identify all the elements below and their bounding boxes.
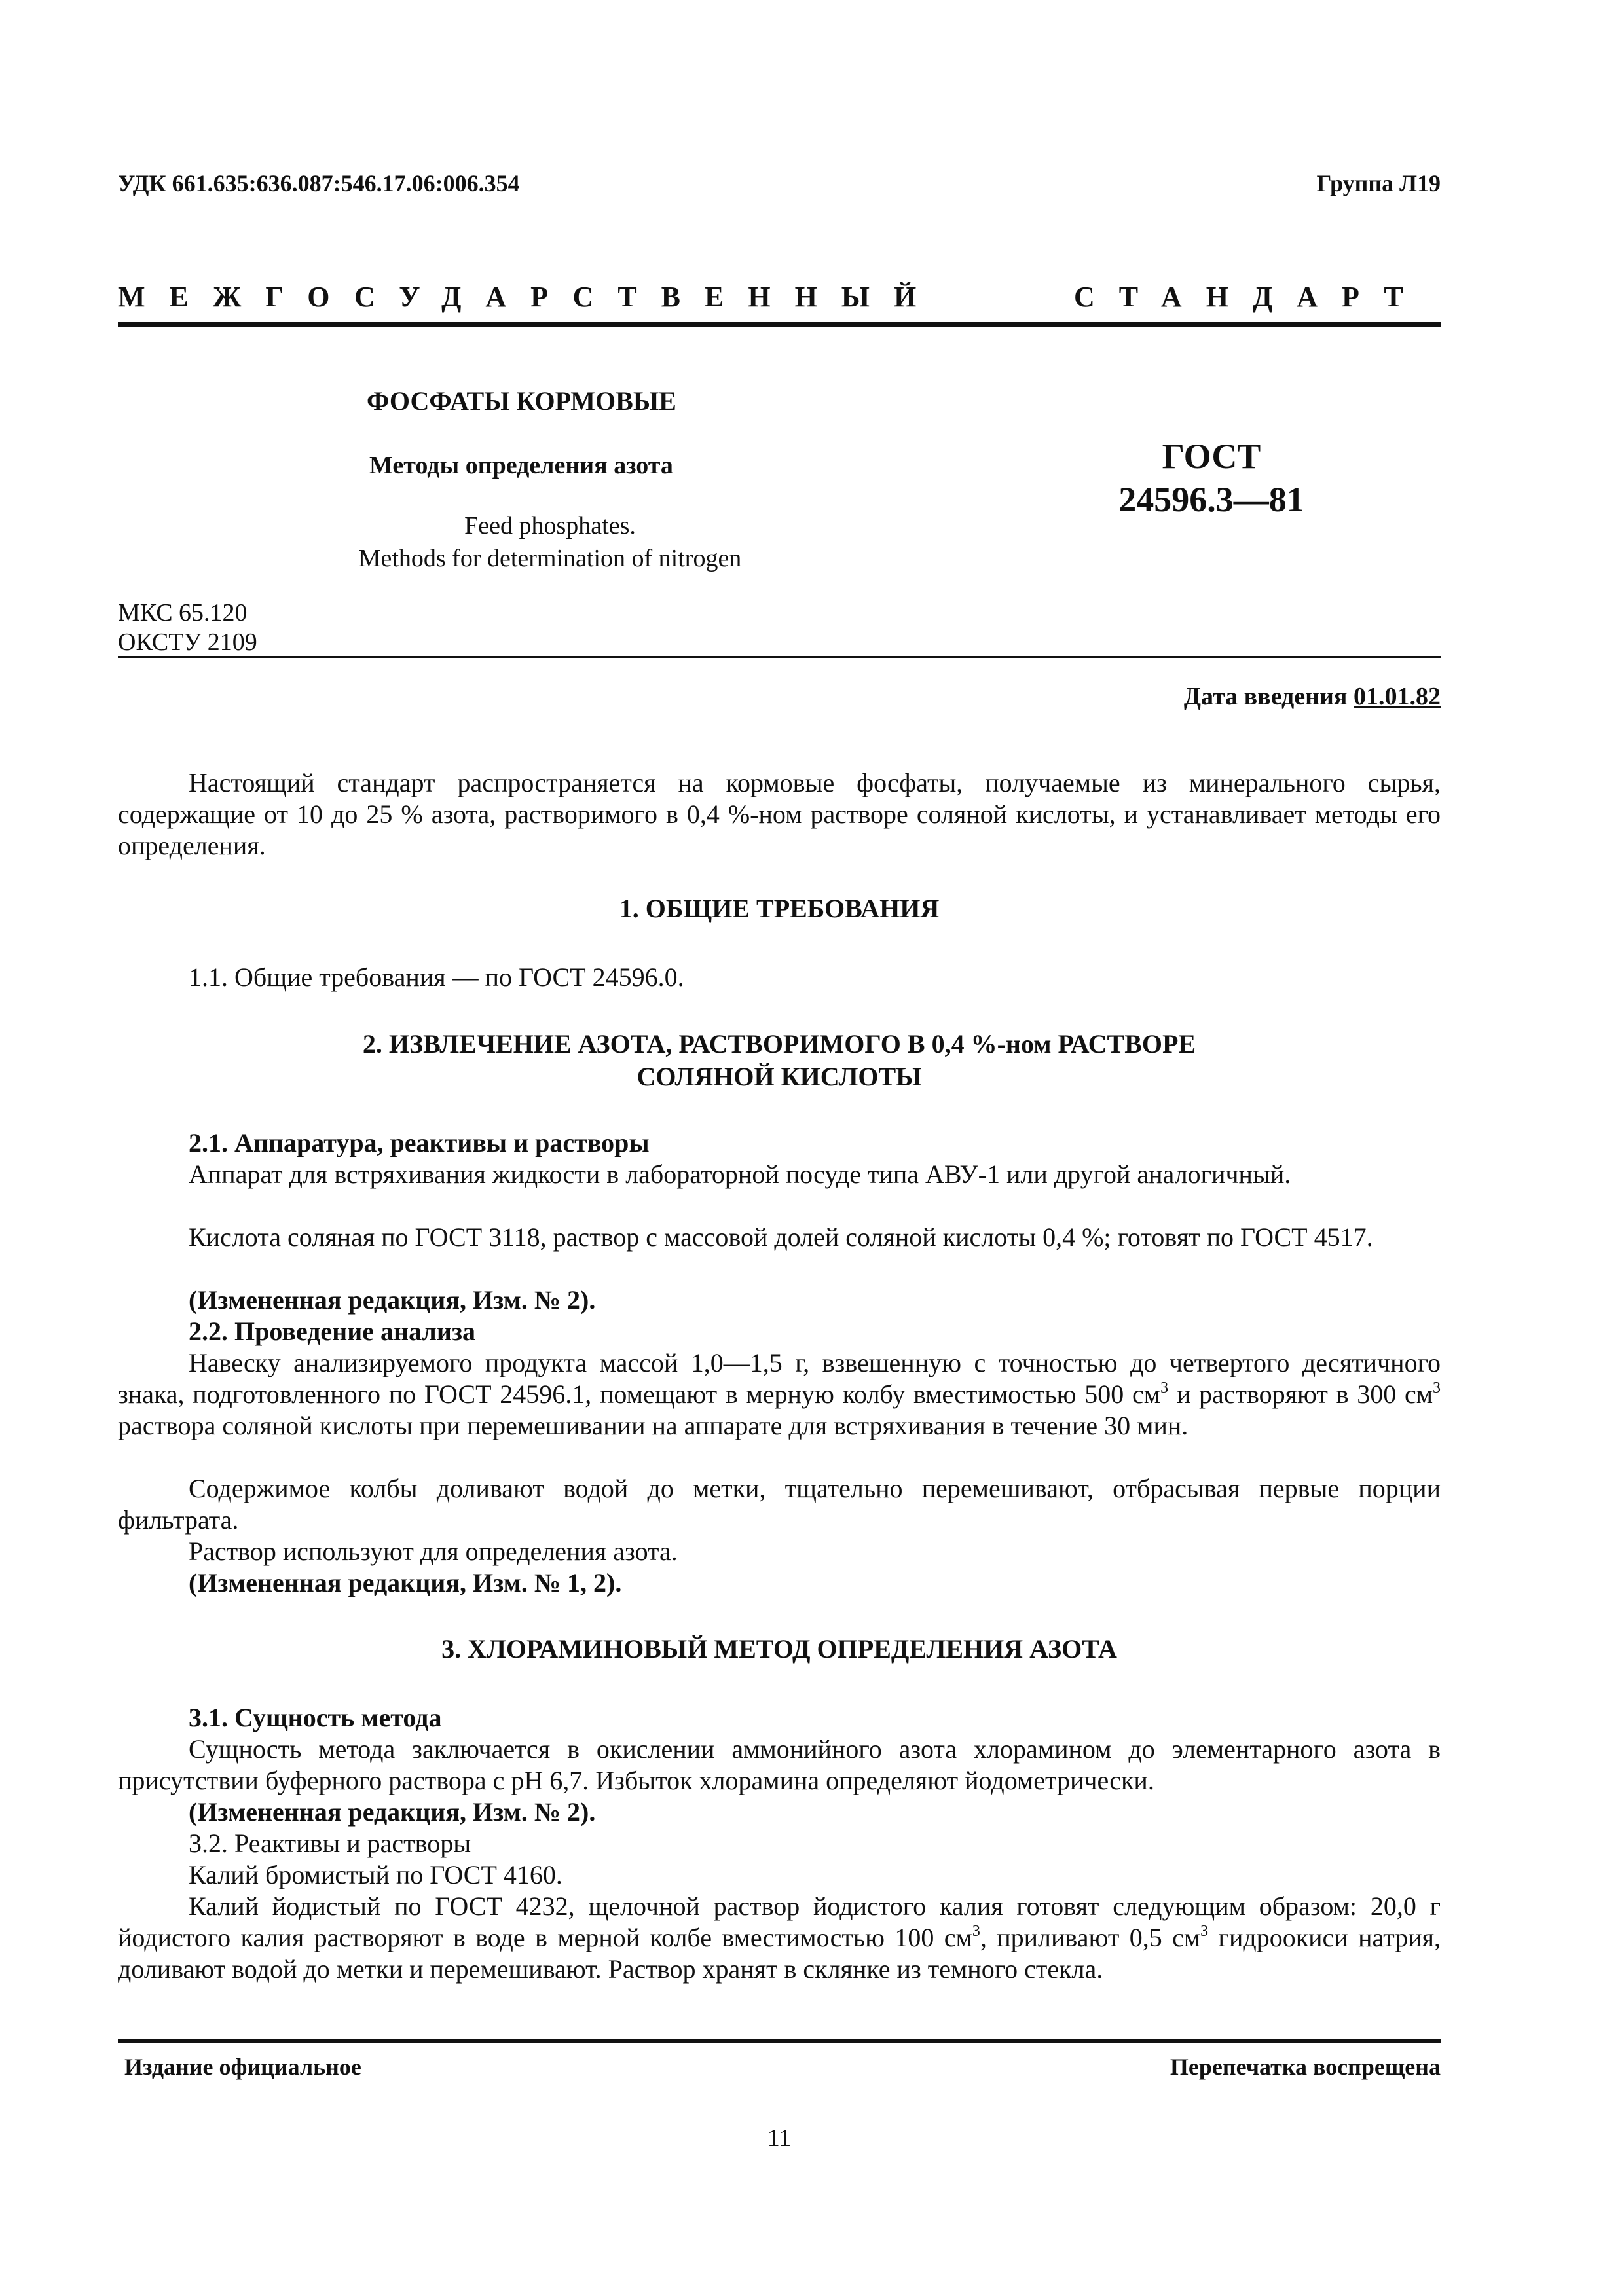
footer-official-edition: Издание официальное	[124, 2054, 361, 2080]
banner-left: МЕЖГОСУДАРСТВЕННЫЙ	[118, 281, 941, 313]
title-main: ФОСФАТЫ КОРМОВЫЕ	[367, 386, 676, 416]
s2-2-p1-sup-2: 3	[1433, 1379, 1441, 1396]
banner-rule	[118, 322, 1441, 327]
classification-rule	[118, 656, 1441, 658]
gost-number: 24596.3—81	[1118, 480, 1304, 519]
title-en-1: Feed phosphates.	[464, 512, 636, 539]
intro-paragraph: Настоящий стандарт распространяется на кормовые фосфаты, получаемые из минерального сырья, содержащие от 10 до 25 % азота, растворимого в 0,4 %-ном растворе соляной кислоты, и устанавливает методы его определения.	[118, 768, 1441, 860]
section-1-1: 1.1. Общие требования — по ГОСТ 24596.0.	[189, 962, 684, 992]
okstu-code: ОКСТУ 2109	[118, 629, 257, 656]
title-sub: Методы определения азота	[369, 452, 673, 479]
section-2-2-note: (Измененная редакция, Изм. № 1, 2).	[189, 1568, 622, 1597]
s3-2-p2-sup-2: 3	[1200, 1923, 1209, 1940]
section-3-1-note: (Измененная редакция, Изм. № 2).	[189, 1797, 596, 1827]
s3-2-p2-sup-1: 3	[972, 1923, 980, 1940]
section-2-1-p2: Кислота соляная по ГОСТ 3118, раствор с массовой долей соляной кислоты 0,4 %; готовят по ГОСТ 4517.	[189, 1222, 1373, 1252]
title-en-2: Methods for determination of nitrogen	[358, 545, 742, 572]
footer-rule	[118, 2039, 1441, 2043]
s3-2-p2-part-b: , приливают 0,5 см	[980, 1923, 1201, 1952]
group-code: Группа Л19	[1316, 170, 1441, 196]
section-2-1-heading: 2.1. Аппаратура, реактивы и растворы	[189, 1128, 650, 1157]
mks-code: МКС 65.120	[118, 599, 248, 627]
intro-date	[1184, 681, 1441, 712]
section-3-2-p1: Калий бромистый по ГОСТ 4160.	[189, 1860, 562, 1889]
section-2-2-p3: Раствор используют для определения азота.	[189, 1537, 678, 1566]
section-3-1-p1: Сущность метода заключается в окислении аммонийного азота хлорамином до элементарного азота в присутствии буферного раствора с рН 6,7. Избыток хлорамина определяют йодометрически.	[118, 1734, 1441, 1795]
footer-reprint-prohibited: Перепечатка воспрещена	[1170, 2054, 1441, 2080]
section-3-2-p2	[118, 1891, 1441, 1985]
s2-2-p1-part-b: и растворяют в 300 см	[1168, 1379, 1433, 1409]
section-2-1-note: (Измененная редакция, Изм. № 2).	[189, 1285, 596, 1315]
s2-2-p1-part-c: раствора соляной кислоты при перемешивании на аппарате для встряхивания в течение 30 мин.	[118, 1411, 1189, 1440]
section-2-2-p2: Содержимое колбы доливают водой до метки, тщательно перемешивают, отбрасывая первые порции фильтрата.	[118, 1474, 1441, 1535]
gost-label: ГОСТ	[1162, 437, 1261, 476]
banner-right: СТАНДАРТ	[1074, 281, 1428, 313]
section-3-title: 3. ХЛОРАМИНОВЫЙ МЕТОД ОПРЕДЕЛЕНИЯ АЗОТА	[441, 1634, 1117, 1664]
s3-2-p2-part-a: Калий йодистый по ГОСТ 4232, щелочной раствор йодистого калия готовят следующим образом: 20,0 г йодистого калия растворяют в воде в мерной колбе вместимостью 100 см	[118, 1891, 1441, 1952]
section-1-title: 1. ОБЩИЕ ТРЕБОВАНИЯ	[619, 894, 940, 923]
s3-2-p2-part-c: гидроокиси натрия, доливают водой до метки и перемешивают. Раствор хранят в склянке из темного стекла.	[118, 1923, 1441, 1984]
section-2-title-a: 2. ИЗВЛЕЧЕНИЕ АЗОТА, РАСТВОРИМОГО В 0,4 %-ном РАСТВОРЕ	[362, 1029, 1196, 1059]
section-2-2-p1	[118, 1347, 1441, 1442]
section-2-2-heading: 2.2. Проведение анализа	[189, 1317, 475, 1346]
section-2-title-b: СОЛЯНОЙ КИСЛОТЫ	[636, 1062, 922, 1091]
section-3-1-heading: 3.1. Сущность метода	[189, 1703, 442, 1732]
page-number: 11	[767, 2124, 792, 2152]
s2-2-p1-sup-1: 3	[1160, 1379, 1169, 1396]
section-3-2-heading: 3.2. Реактивы и растворы	[189, 1829, 471, 1858]
intro-date-label: Дата введения	[1183, 683, 1348, 710]
intro-date-value: 01.01.82	[1354, 683, 1441, 710]
s2-2-p1-part-a: Навеску анализируемого продукта массой 1,0—1,5 г, взвешенную с точностью до четвертого десятичного знака, подготовленного по ГОСТ 24596.1, помещают в мерную колбу вместимостью 500 см	[118, 1348, 1441, 1409]
udk-code: УДК 661.635:636.087:546.17.06:006.354	[118, 170, 520, 196]
section-2-1-p1: Аппарат для встряхивания жидкости в лабораторной посуде типа АВУ-1 или другой аналогичный.	[189, 1159, 1291, 1189]
